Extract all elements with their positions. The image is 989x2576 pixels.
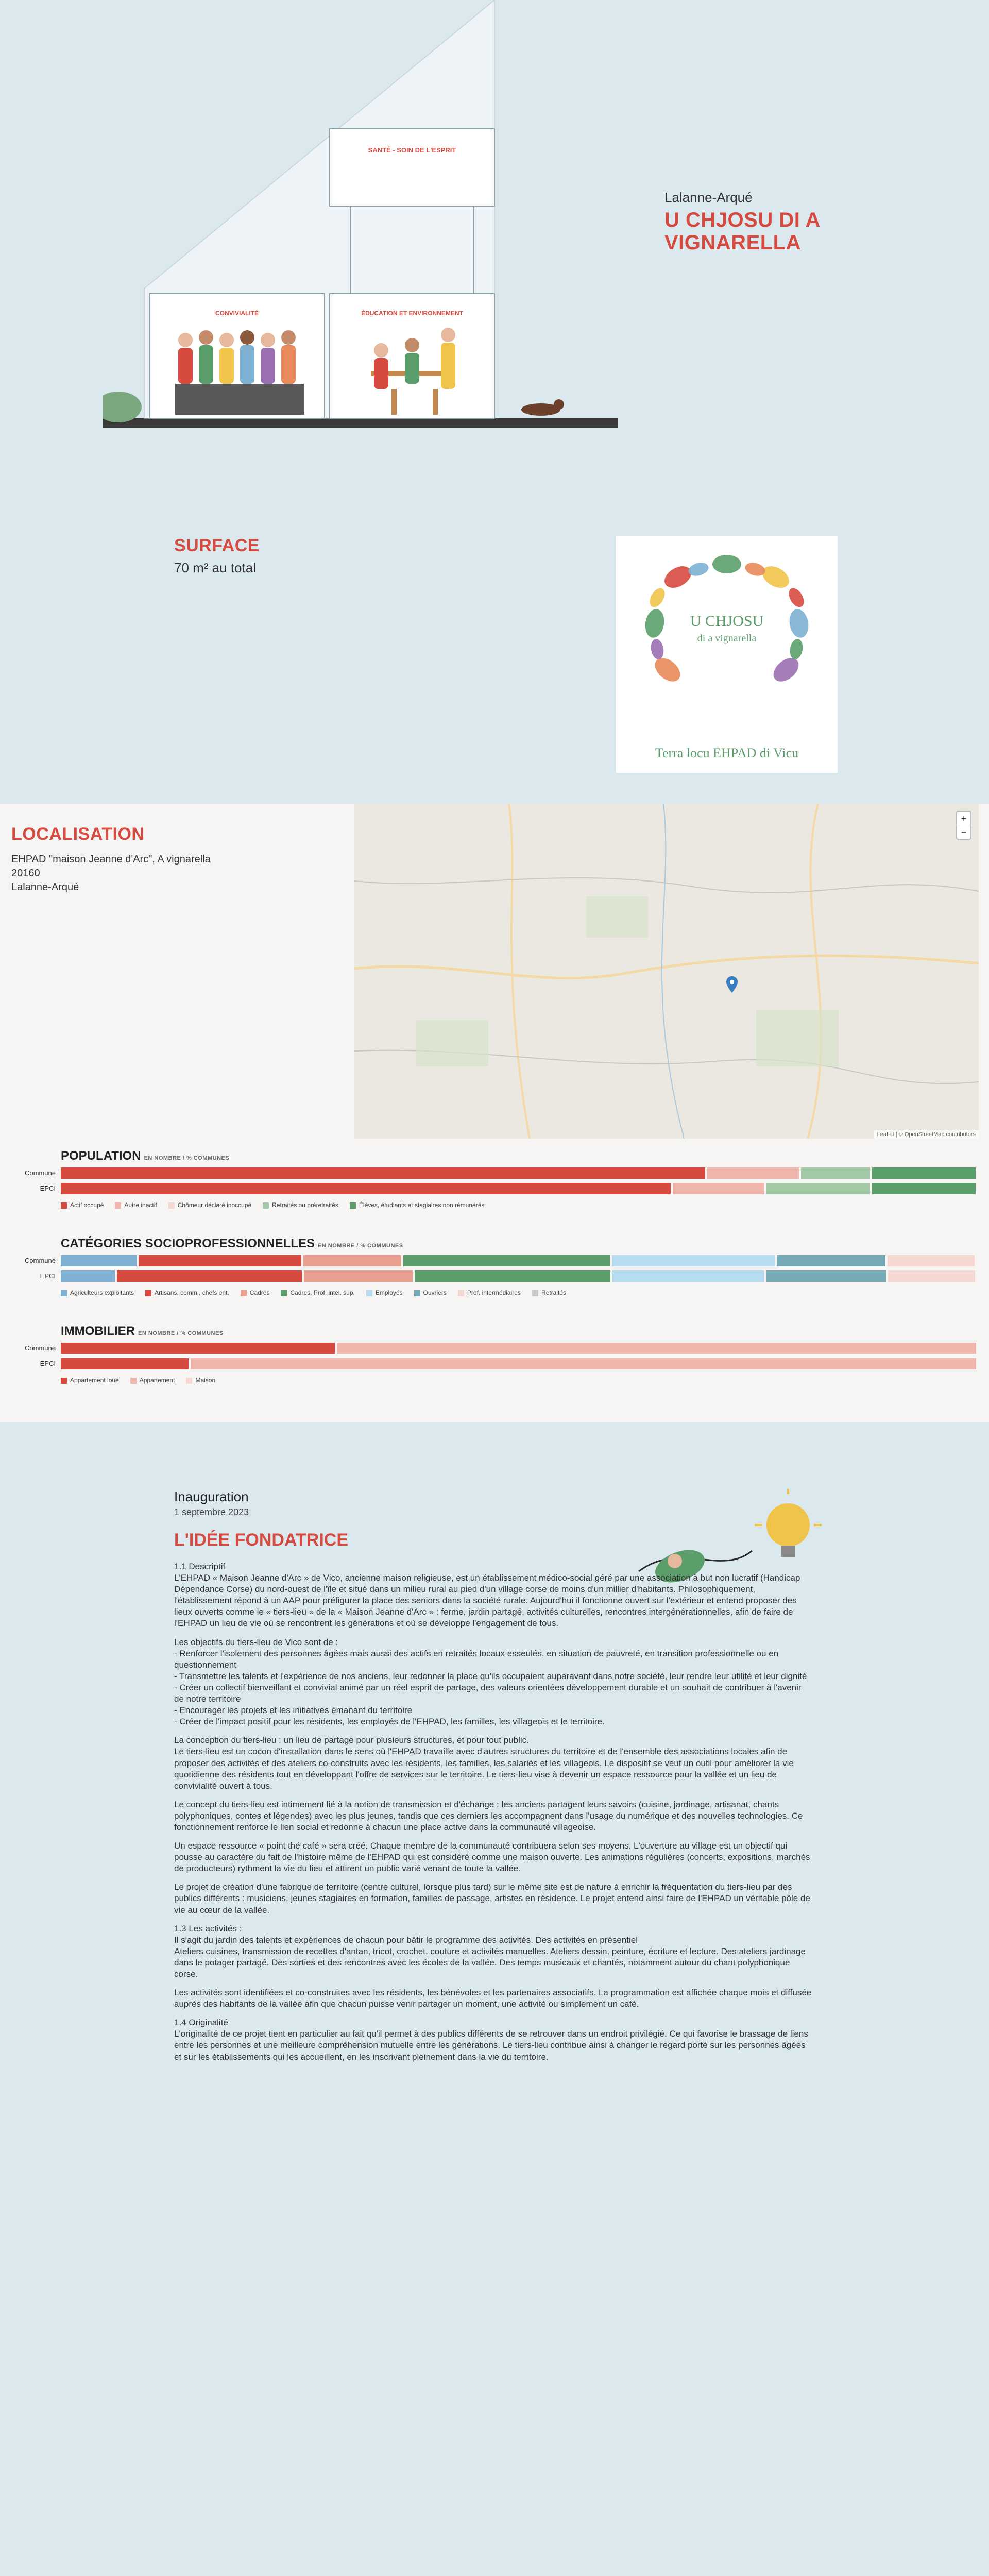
legend-swatch bbox=[241, 1290, 247, 1296]
logo-caption: Terra locu EHPAD di Vicu bbox=[655, 745, 799, 760]
csp-bar-segment bbox=[303, 1255, 401, 1266]
immobilier-legend-item: Appartement bbox=[130, 1377, 175, 1384]
csp-title: CATÉGORIES SOCIOPROFESSIONNELLES EN NOMBRE / % COMMUNES bbox=[61, 1236, 403, 1250]
population-bar-segment bbox=[61, 1183, 671, 1194]
population-bar-segment bbox=[61, 1167, 705, 1179]
map-marker-icon[interactable] bbox=[726, 976, 738, 993]
inauguration-head bbox=[174, 1489, 249, 1518]
population-bar-row bbox=[40, 1183, 979, 1194]
map-tiles bbox=[354, 804, 979, 1139]
csp-chart bbox=[25, 1236, 979, 1296]
csp-row-label: Commune bbox=[25, 1257, 56, 1264]
localisation-title: LOCALISATION bbox=[11, 824, 145, 844]
immobilier-row-label: EPCI bbox=[40, 1360, 56, 1367]
population-title: POPULATION EN NOMBRE / % COMMUNES bbox=[61, 1149, 230, 1163]
legend-swatch bbox=[281, 1290, 287, 1296]
address-line1: EHPAD "maison Jeanne d'Arc", A vignarella bbox=[11, 854, 211, 865]
population-legend-item: Autre inactif bbox=[115, 1201, 157, 1209]
inauguration-paragraph: La conception du tiers-lieu : un lieu de partage pour plusieurs structures, et pour tout public. Le tiers-lieu est un cocon d'installation dans le sens où l'EHPAD travaille avec d'autres structures du territoire et de l'ensemble des associations locales afin de proposer des activités et des ateliers co-construits avec les résidents, les familles, les salariés et les villageois. Le dispositif se veut un outil pour améliorer la vie quotidienne des résidents tout en développant l'offre de services sur le territoire. Le tiers-lieu vise à devenir un espace ressource pour la vallée et un lieu de convivialité ouvert à tous. bbox=[174, 1735, 794, 1791]
csp-bar-segment bbox=[888, 1270, 975, 1282]
csp-bar-segment bbox=[304, 1270, 413, 1282]
inauguration-label: Inauguration bbox=[174, 1489, 249, 1504]
population-legend-item: Retraités ou préretraités bbox=[263, 1201, 338, 1209]
population-legend-item: Actif occupé bbox=[61, 1201, 104, 1209]
population-row-label: Commune bbox=[25, 1169, 56, 1177]
stats-section bbox=[0, 1139, 989, 1422]
legend-swatch bbox=[186, 1378, 192, 1384]
legend-swatch bbox=[130, 1378, 137, 1384]
population-chart bbox=[25, 1149, 979, 1209]
immobilier-title: IMMOBILIER EN NOMBRE / % COMMUNES bbox=[61, 1324, 224, 1338]
project-name: U CHJOSU DI A VIGNARELLA bbox=[664, 209, 820, 254]
csp-bar-segment bbox=[766, 1270, 886, 1282]
map-attribution[interactable]: Leaflet | © OpenStreetMap contributors bbox=[874, 1130, 979, 1139]
immobilier-bar-segment bbox=[61, 1358, 189, 1369]
population-bar-segment bbox=[801, 1167, 870, 1179]
csp-bar-segment bbox=[415, 1270, 610, 1282]
legend-swatch bbox=[61, 1202, 67, 1209]
csp-bar-row bbox=[25, 1255, 979, 1266]
hero-illustration bbox=[103, 0, 618, 428]
csp-bar-segment bbox=[777, 1255, 885, 1266]
population-bar-segment bbox=[673, 1183, 764, 1194]
immobilier-bar-segment bbox=[337, 1343, 976, 1354]
legend-swatch bbox=[532, 1290, 538, 1296]
inauguration-text bbox=[174, 1561, 813, 2070]
inauguration-paragraph: 1.3 Les activités : Il s'agit du jardin des talents et expériences de chacun pour bâtir le programme des activités. Des activités en présentiel Ateliers cuisines, transmission de recettes d'antan, tricot, crochet, couture et activités manuelles. Ateliers dessin, peinture, écriture et lecture. Des ateliers jardinage dans le potager partagé. Des sorties et des rencontres avec les écoles de la vallée. Des temps musicaux et chantés, notamment autour du chant polyphonique corse. bbox=[174, 1923, 806, 1979]
csp-bar-segment bbox=[61, 1255, 137, 1266]
population-row-label: EPCI bbox=[40, 1184, 56, 1192]
map[interactable] bbox=[354, 804, 979, 1139]
csp-legend-item: Cadres, Prof. intel. sup. bbox=[281, 1289, 354, 1296]
legend-swatch bbox=[366, 1290, 372, 1296]
surface-block bbox=[174, 536, 260, 576]
sign-left: CONVIVIALITÉ bbox=[215, 310, 259, 317]
hero-section bbox=[0, 0, 989, 428]
zoom-out-button[interactable]: − bbox=[961, 827, 967, 837]
csp-legend-item: Ouvriers bbox=[414, 1289, 447, 1296]
localisation-section bbox=[0, 804, 989, 1139]
csp-bar-segment bbox=[403, 1255, 610, 1266]
logo-hands-icon bbox=[616, 536, 838, 773]
immobilier-bar-segment bbox=[191, 1358, 976, 1369]
csp-legend-item: Cadres bbox=[241, 1289, 270, 1296]
immobilier-bar-segment bbox=[61, 1343, 335, 1354]
hero-title-block bbox=[664, 190, 881, 254]
legend-swatch bbox=[61, 1290, 67, 1296]
project-logo bbox=[616, 536, 838, 773]
csp-bar-segment bbox=[61, 1270, 115, 1282]
surface-value: 70 m² au total bbox=[174, 560, 256, 575]
population-bar-segment bbox=[766, 1183, 870, 1194]
legend-swatch bbox=[263, 1202, 269, 1209]
inauguration-section bbox=[0, 1422, 989, 2576]
csp-bar-row bbox=[40, 1270, 979, 1282]
csp-legend-item: Prof. intermédiaires bbox=[458, 1289, 521, 1296]
csp-legend-item: Retraités bbox=[532, 1289, 566, 1296]
csp-legend-item: Employés bbox=[366, 1289, 403, 1296]
logo-line2: di a vignarella bbox=[697, 633, 757, 644]
sign-top: SANTÉ - SOIN DE L'ESPRIT bbox=[368, 146, 456, 154]
immobilier-legend-item: Maison bbox=[186, 1377, 215, 1384]
zoom-in-button[interactable]: + bbox=[957, 812, 970, 825]
population-bar-segment bbox=[707, 1167, 799, 1179]
legend-swatch bbox=[115, 1202, 121, 1209]
csp-bar-segment bbox=[612, 1270, 764, 1282]
surface-section bbox=[0, 428, 989, 804]
logo-line1: U CHJOSU bbox=[690, 613, 764, 630]
inauguration-paragraph: Les activités sont identifiées et co-construites avec les résidents, les bénévoles et les partenaires associatifs. La programmation est affichée chaque mois et diffusée auprès des habitants de la vallée afin que chacun puisse venir partager un moment, une activité ou simplement un café. bbox=[174, 1988, 812, 2009]
legend-swatch bbox=[458, 1290, 464, 1296]
inauguration-paragraph: 1.1 Descriptif L'EHPAD « Maison Jeanne d'Arc » de Vico, ancienne maison religieuse, est un établissement médico-social géré par une association à but non lucratif (Handicap Dépendance Corse) du nord-ouest de l'île et situé dans un milieu rural au pied d'un village corse de moins d'un millier d'habitants. Philosophiquement, l'établissement répond à un AAP pour préfigurer la place des seniors dans la société rurale. Aujourd'hui il fonctionne ouvert sur l'extérieur et entend proposer des lieux ouverts comme le « tiers-lieu » de la « Maison Jeanne d'Arc » : ferme, jardin partagé, activités culturelles, rencontres intergénérationnelles, afin de faire de l'EHPAD un lieu de vie où se rencontrent les générations et où se développe l'engagement de tous. bbox=[174, 1562, 800, 1629]
csp-legend-item: Artisans, comm., chefs ent. bbox=[145, 1289, 229, 1296]
inauguration-paragraph: Les objectifs du tiers-lieu de Vico sont de : - Renforcer l'isolement des personnes âgées mais aussi des actifs en retraités locaux esseulés, en situation de pauvreté, en transition professionnelle ou en questionnement - Transmettre les talents et l'expérience de nos anciens, leur redonner la place qu'ils occupaient auparavant dans notre société, leur rendre leur utilité et leur dignité - Créer un collectif bienveillant et convivial animé par un réel esprit de partage, des valeurs orientées développement durable et un souhait de contribuer à l'avenir de notre territoire - Encourager les projets et les initiatives émanant du territoire - Créer de l'impact positif pour les résidents, les employés de l'EHPAD, les familles, les villageois et le territoire. bbox=[174, 1637, 807, 1727]
immobilier-row-label: Commune bbox=[25, 1344, 56, 1352]
zoom-controls bbox=[956, 811, 971, 840]
csp-legend-item: Agriculteurs exploitants bbox=[61, 1289, 134, 1296]
immobilier-chart bbox=[25, 1324, 979, 1384]
csp-bar-segment bbox=[888, 1255, 975, 1266]
population-bar-row bbox=[25, 1167, 979, 1179]
sign-right: ÉDUCATION ET ENVIRONNEMENT bbox=[361, 310, 463, 317]
inauguration-paragraph: 1.4 Originalité L'originalité de ce projet tient en particulier au fait qu'il permet à des publics différents de se retrouver dans un endroit privilégié. Ce qui favorise le brassage de liens entre les personnes et une meilleure compréhension mutuelle entre les générations. Le tiers-lieu contribue ainsi à changer le regard porté sur les personnes âgées et sur les établissements qui les accueillent, en les inscrivant pleinement dans la vie du territoire. bbox=[174, 2018, 808, 2062]
hero-city: Lalanne-Arqué bbox=[664, 190, 753, 205]
legend-swatch bbox=[414, 1290, 420, 1296]
legend-swatch bbox=[168, 1202, 175, 1209]
surface-title: SURFACE bbox=[174, 536, 260, 555]
csp-bar-segment bbox=[117, 1270, 302, 1282]
localisation-block bbox=[11, 824, 211, 894]
inauguration-paragraph: Le projet de création d'une fabrique de territoire (centre culturel, lorsque plus tard) sur le même site est de nature à enrichir la fréquentation du tiers-lieu par des publics différents : musiciens, jeunes stagiaires en formation, familles de passage, artistes en résidence. Le projet entend ainsi faire de l'EHPAD un véritable pôle de vie au cœur de la vallée. bbox=[174, 1882, 810, 1915]
legend-swatch bbox=[61, 1378, 67, 1384]
idee-fondatrice-title: L'IDÉE FONDATRICE bbox=[174, 1530, 349, 1550]
population-bar-segment bbox=[872, 1167, 976, 1179]
address bbox=[11, 853, 211, 894]
immobilier-legend-item: Appartement loué bbox=[61, 1377, 119, 1384]
csp-row-label: EPCI bbox=[40, 1272, 56, 1280]
population-bar-segment bbox=[872, 1183, 976, 1194]
population-legend-item: Élèves, étudiants et stagiaires non rémunérés bbox=[350, 1201, 484, 1209]
immobilier-bar-row bbox=[25, 1343, 979, 1354]
address-line3: Lalanne-Arqué bbox=[11, 882, 79, 893]
immobilier-bar-row bbox=[40, 1358, 979, 1369]
inauguration-paragraph: Le concept du tiers-lieu est intimement lié à la notion de transmission et d'échange : les anciens partagent leurs savoirs (cuisine, jardinage, artisanat, chants polyphoniques, contes et légendes) avec les plus jeunes, tandis que ces derniers les accompagnent dans l'usage du numérique et des nouvelles technologies. Ce fonctionnement renforce le lien social et redonne à chacun une place active dans la communauté villageoise. bbox=[174, 1799, 803, 1832]
address-line2: 20160 bbox=[11, 868, 40, 879]
inauguration-paragraph: Un espace ressource « point thé café » sera créé. Chaque membre de la communauté contribuera selon ses moyens. L'ouverture au village est un objectif qui pousse au caractère du fait de l'histoire même de l'EHPAD qui est considéré comme une maison ouverte. Les animations régulières (concerts, expositions, marchés de producteurs) rythment la vie du lieu et attirent un public varié venant de toute la vallée. bbox=[174, 1841, 810, 1874]
csp-bar-segment bbox=[139, 1255, 301, 1266]
population-legend-item: Chômeur déclaré inoccupé bbox=[168, 1201, 251, 1209]
legend-swatch bbox=[145, 1290, 151, 1296]
csp-bar-segment bbox=[612, 1255, 775, 1266]
inauguration-date: 1 septembre 2023 bbox=[174, 1507, 249, 1517]
legend-swatch bbox=[350, 1202, 356, 1209]
